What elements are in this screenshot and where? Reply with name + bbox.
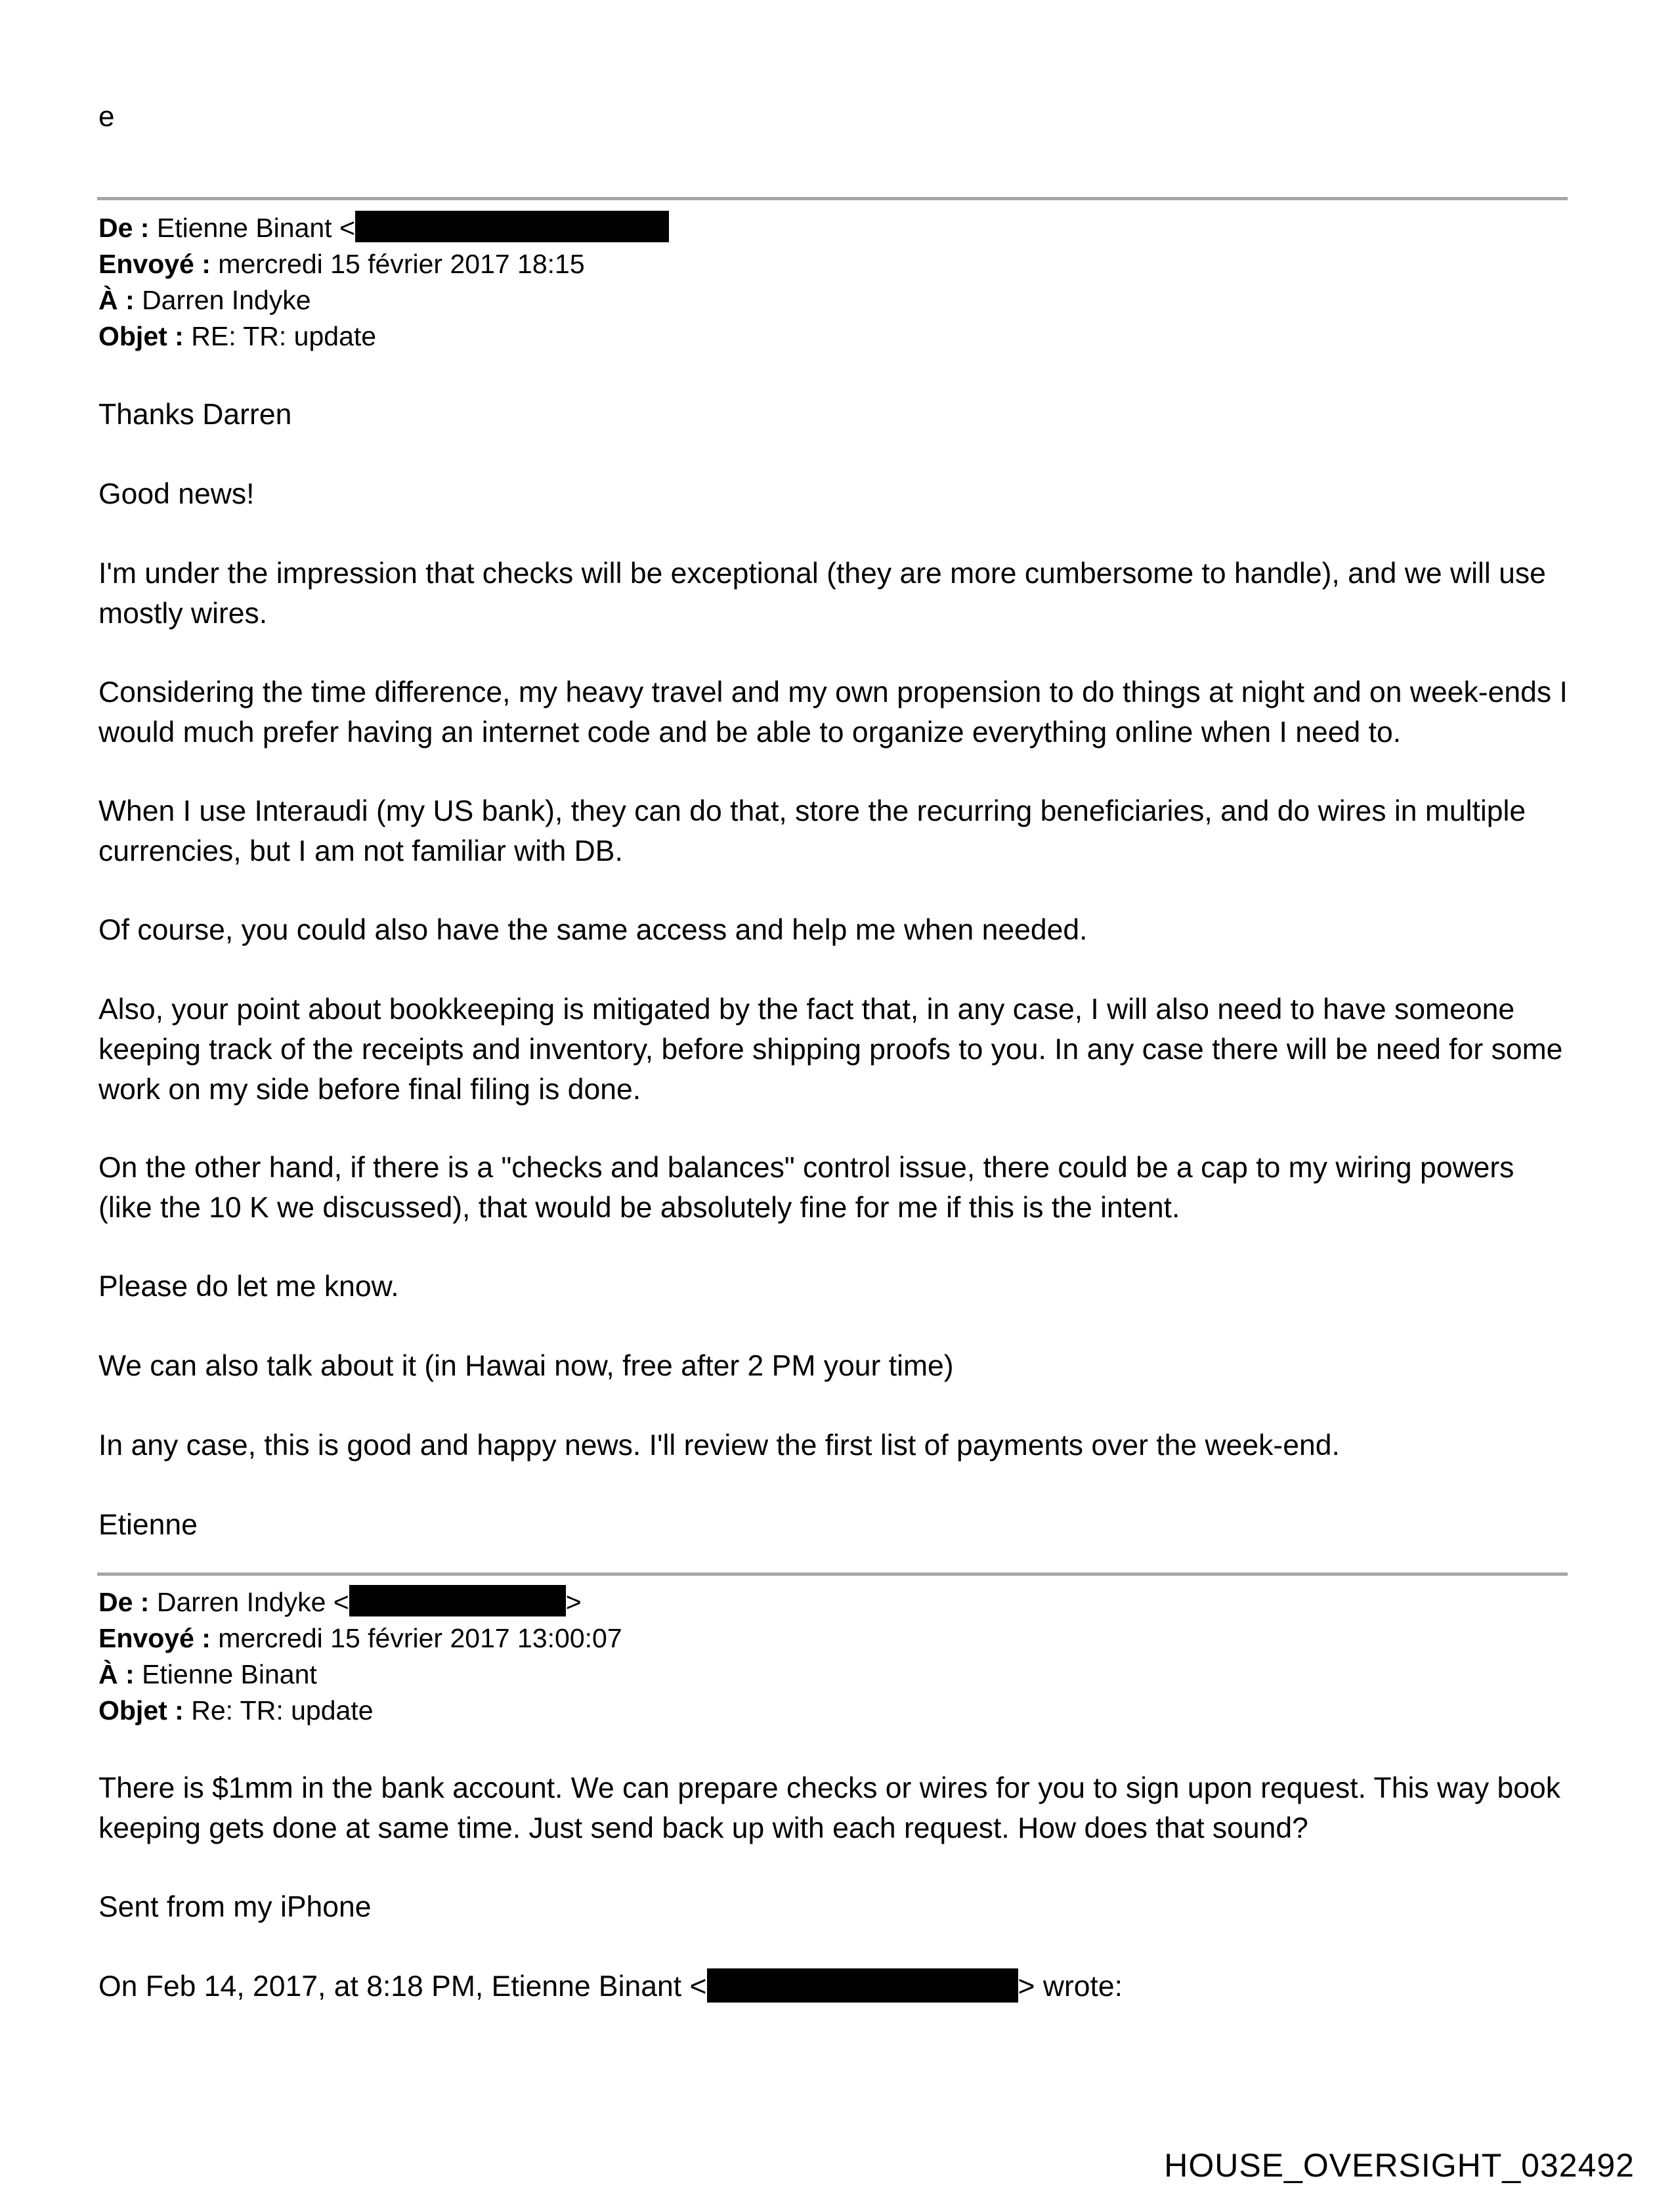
- separator-rule-2: [97, 1572, 1568, 1576]
- email2-subject-label: Objet :: [98, 1695, 184, 1725]
- email1-paragraph: I'm under the impression that checks will be exceptional (they are more cumbersome to handle), and we will use mostly wires.: [98, 557, 1546, 630]
- email1-paragraph: Good news!: [98, 478, 255, 510]
- email1-paragraph: Thanks Darren: [98, 399, 292, 431]
- email2-from-name: Darren Indyke: [156, 1587, 326, 1617]
- separator-rule-1: [97, 197, 1568, 200]
- email2-sent-value: mercredi 15 février 2017 13:00:07: [218, 1623, 622, 1653]
- email1-paragraph: On the other hand, if there is a "checks and balances" control issue, there could be a cap to my wiring powers (like the 10 K we discussed), that would be absolutely fine for me if this is the intent.: [98, 1152, 1514, 1224]
- email1-paragraph: When I use Interaudi (my US bank), they can do that, store the recurring beneficiaries, and do wires in multiple currencies, but I am not familiar with DB.: [98, 795, 1526, 867]
- email2-quote-line: [98, 1966, 1576, 2006]
- email1-from-label: De :: [98, 213, 150, 243]
- email1-subject-value: RE: TR: update: [191, 321, 377, 351]
- email2-subject-line: [98, 1693, 374, 1729]
- email2-paragraph: Sent from my iPhone: [98, 1891, 372, 1923]
- email1-paragraph: Considering the time difference, my heavy travel and my own propension to do things at night and on week-ends I would much prefer having an internet code and be able to organize everything online when I need to.: [98, 676, 1568, 748]
- email1-from-bracket: <: [339, 213, 355, 243]
- email1-to-line: [98, 282, 311, 318]
- email1-subject-line: [98, 318, 376, 355]
- email1-sent-value: mercredi 15 février 2017 18:15: [218, 249, 585, 279]
- email1-paragraph: Of course, you could also have the same access and help me when needed.: [98, 914, 1088, 946]
- email2-from-label: De :: [98, 1587, 150, 1617]
- email2-from-line: [98, 1584, 582, 1620]
- redaction-bar: [355, 211, 669, 242]
- email2-to-line: [98, 1657, 317, 1693]
- redaction-bar: [349, 1585, 566, 1616]
- email2-paragraph: There is $1mm in the bank account. We can prepare checks or wires for you to sign upon request. This way book keeping gets done at same time. Just send back up with each request. How does that sound?: [98, 1772, 1560, 1844]
- email2-sent-label: Envoyé :: [98, 1623, 211, 1653]
- email1-to-value: Darren Indyke: [142, 285, 311, 315]
- redaction-bar: [707, 1968, 1018, 2003]
- email1-paragraph: Please do let me know.: [98, 1270, 399, 1303]
- email1-subject-label: Objet :: [98, 321, 184, 351]
- email1-signature: Etienne: [98, 1509, 198, 1541]
- email1-sent-label: Envoyé :: [98, 249, 211, 279]
- email2-from-bracket-close: >: [565, 1587, 582, 1617]
- stray-character: e: [98, 100, 115, 133]
- email1-to-label: À :: [98, 285, 135, 315]
- email2-subject-value: Re: TR: update: [191, 1695, 374, 1725]
- email1-from-line: [98, 210, 669, 246]
- email1-from-name: Etienne Binant: [156, 213, 332, 243]
- email1-paragraph: We can also talk about it (in Hawai now, free after 2 PM your time): [98, 1350, 954, 1382]
- email2-from-bracket-open: <: [333, 1587, 349, 1617]
- email1-paragraph: In any case, this is good and happy news. I'll review the first list of payments over the week-end.: [98, 1429, 1340, 1462]
- email2-to-label: À :: [98, 1659, 135, 1689]
- email2-sent-line: [98, 1620, 622, 1657]
- quote-bracket-open: <: [689, 1970, 707, 2003]
- quote-suffix: > wrote:: [1018, 1970, 1123, 2003]
- email1-paragraph: Also, your point about bookkeeping is mitigated by the fact that, in any case, I will also need to have someone keeping track of the receipts and inventory, before shipping proofs to you. In any case there will be need for some work on my side before final filing is done.: [98, 993, 1563, 1106]
- quote-prefix: On Feb 14, 2017, at 8:18 PM, Etienne Binant: [98, 1970, 682, 2003]
- email1-sent-line: [98, 246, 585, 282]
- email2-to-value: Etienne Binant: [142, 1659, 317, 1689]
- document-id-stamp: HOUSE_OVERSIGHT_032492: [1164, 2147, 1635, 2184]
